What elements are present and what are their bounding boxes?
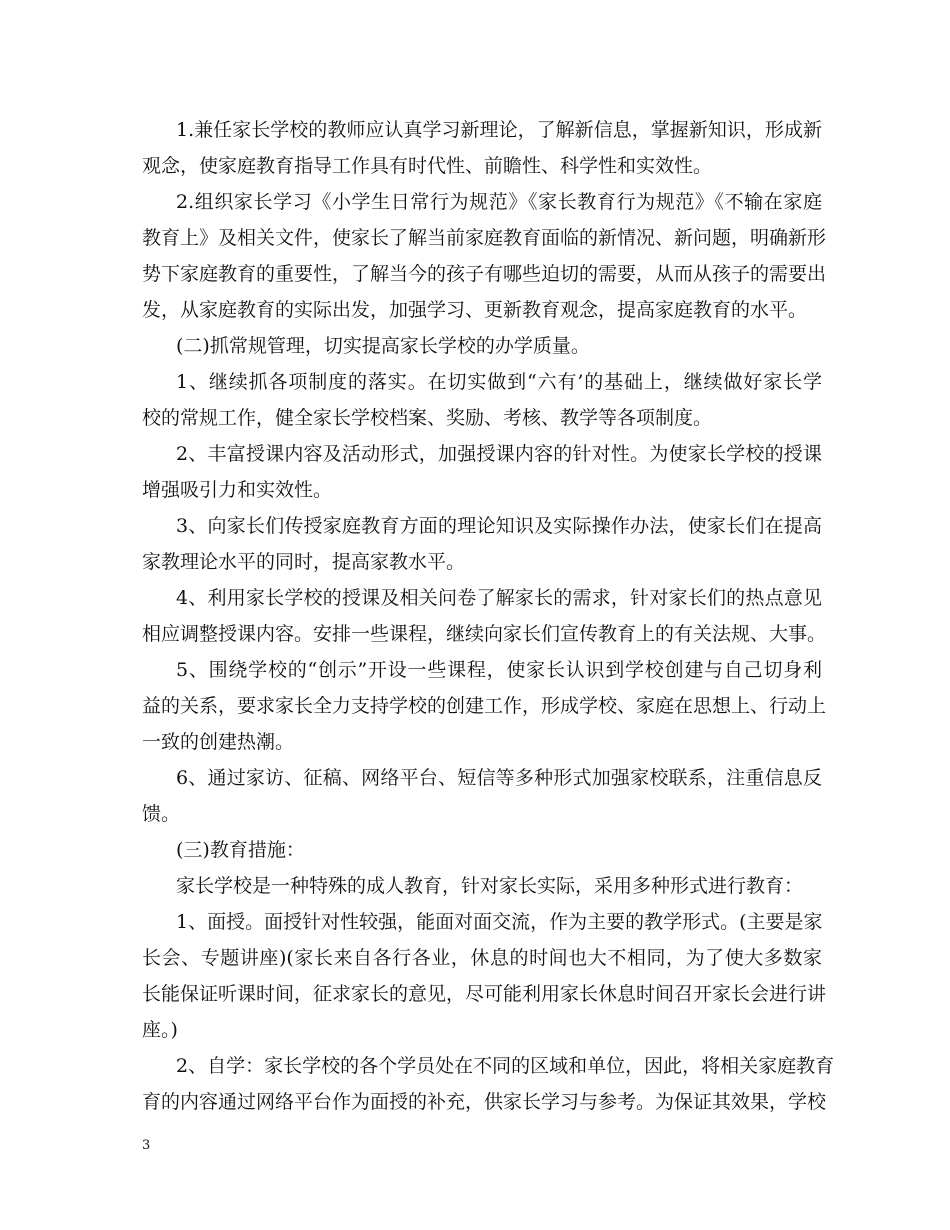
paragraph-line: 育的内容通过网络平台作为面授的补充，供家长学习与参考。为保证其效果，学校 <box>142 1091 827 1113</box>
paragraph-line: 增强吸引力和实效性。 <box>142 479 333 501</box>
paragraph-line: 势下家庭教育的重要性，了解当今的孩子有哪些迫切的需要，从而从孩子的需要出 <box>142 263 827 285</box>
paragraph-line: 一致的创建热潮。 <box>142 731 295 753</box>
paragraph-line: 2、丰富授课内容及活动形式，加强授课内容的针对性。为使家长学校的授课 <box>176 443 822 465</box>
paragraph-line: 家长学校是一种特殊的成人教育，针对家长实际，采用多种形式进行教育： <box>176 875 804 897</box>
paragraph-line: 馈。 <box>142 803 181 825</box>
paragraph-line: 家教理论水平的同时，提高家教水平。 <box>142 551 466 573</box>
paragraph-line: 4、利用家长学校的授课及相关问卷了解家长的需求，针对家长们的热点意见 <box>176 587 822 609</box>
paragraph-line: 观念，使家庭教育指导工作具有时代性、前瞻性、科学性和实效性。 <box>142 155 713 177</box>
paragraph-line: 1、继续抓各项制度的落实。在切实做到“六有’的基础上，继续做好家长学 <box>176 371 822 393</box>
paragraph-line: 教育上》及相关文件，使家长了解当前家庭教育面临的新情况、新问题，明确新形 <box>142 227 827 249</box>
paragraph-line: 2、自学：家长学校的各个学员处在不同的区域和单位，因此，将相关家庭教育 <box>176 1055 835 1077</box>
paragraph-line: 校的常规工作，健全家长学校档案、奖励、考核、教学等各项制度。 <box>142 407 713 429</box>
page-number: 3 <box>142 1138 151 1153</box>
paragraph-line: 座。) <box>142 1019 178 1041</box>
section-heading: (二)抓常规管理，切实提高家长学校的办学质量。 <box>176 335 590 357</box>
section-heading: (三)教育措施： <box>176 839 305 861</box>
paragraph-line: 6、通过家访、征稿、网络平台、短信等多种形式加强家校联系，注重信息反 <box>176 767 822 789</box>
paragraph-line: 发，从家庭教育的实际出发，加强学习、更新教育观念，提高家庭教育的水平。 <box>142 299 808 321</box>
paragraph-line: 长会、专题讲座)(家长来自各行各业，休息的时间也大不相同，为了使大多数家 <box>142 947 822 969</box>
paragraph-line: 益的关系，要求家长全力支持学校的创建工作，形成学校、家庭在思想上、行动上 <box>142 695 827 717</box>
paragraph-line: 长能保证听课时间，征求家长的意见，尽可能利用家长休息时间召开家长会进行讲 <box>142 983 827 1005</box>
paragraph-line: 5、围绕学校的“创示”开设一些课程，使家长认识到学校创建与自己切身利 <box>176 659 822 681</box>
paragraph-line: 1.兼任家长学校的教师应认真学习新理论，了解新信息，掌握新知识，形成新 <box>176 119 822 141</box>
paragraph-line: 相应调整授课内容。安排一些课程，继续向家长们宣传教育上的有关法规、大事。 <box>142 623 827 645</box>
paragraph-line: 1、面授。面授针对性较强，能面对面交流，作为主要的教学形式。(主要是家 <box>176 911 823 933</box>
paragraph-line: 2.组织家长学习《小学生日常行为规范》《家长教育行为规范》《不输在家庭 <box>176 191 822 213</box>
paragraph-line: 3、向家长们传授家庭教育方面的理论知识及实际操作办法，使家长们在提高 <box>176 515 822 537</box>
